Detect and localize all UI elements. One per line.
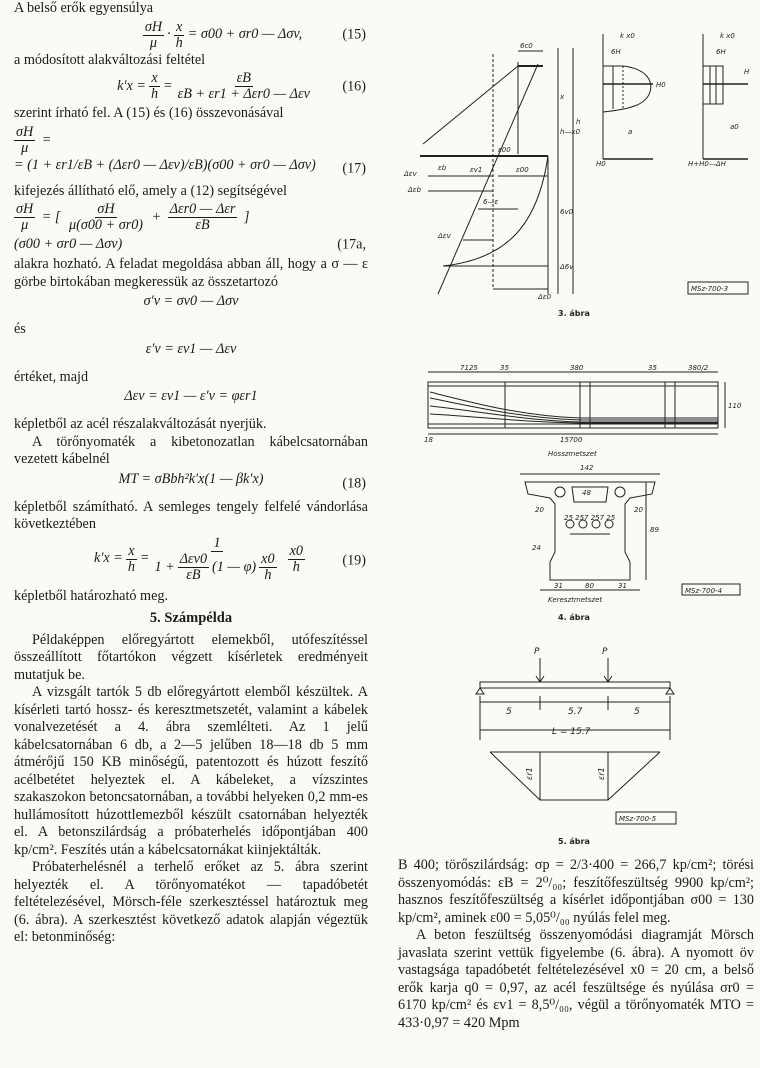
paragraph: kifejezés állítható elő, amely a (12) segítségével [14, 182, 287, 199]
eq-text: μ [21, 139, 29, 156]
fig-label: Δε0 [538, 293, 552, 301]
paragraph: képletből az acél részalakváltozását nyerjük. [14, 416, 267, 432]
paragraph: a módosított alakváltozási feltétel [14, 51, 206, 68]
eq-text: μ [21, 217, 29, 233]
paragraph: A beton feszültség összenyomódási diagramját Mörsch javaslata szerint vettük figyelembe (6. ábra). A nyomott öv vastagsága tapadóbetét feltételezésével x0 = 20 cm, a belső erők karja q0 = 0,97, az acél feszültsége és nyúlása σr0 = 6170 kp/cm² és εv1 = 8,5⁰/₀₀, végül a törőnyomaték MTO = 433·0,97 = 420 Mpm [398, 927, 754, 1031]
eq-text: x [176, 18, 183, 35]
fig-label: 18 [424, 436, 433, 444]
eq-text: σ′v = σv0 — Δσv [143, 293, 239, 309]
eq-text: x [151, 70, 158, 86]
fig-label: 20 [535, 506, 544, 514]
fig-title: Keresztmetszet [548, 596, 603, 604]
fig-label: H [744, 68, 750, 76]
fig-label: 6v0 [560, 208, 574, 216]
eq-text: x [128, 542, 135, 559]
eq-text: σH [97, 201, 115, 217]
eq-text: k′x = [117, 77, 146, 94]
fig-label: L = 15.7 [552, 727, 591, 737]
equation-17-lhs: $\frac{\sigma H}{\mu}$ = [16, 123, 52, 156]
fig-label: 5 [506, 707, 512, 717]
section-heading: 5. Számpélda [149, 610, 233, 626]
figure-5 [470, 640, 690, 850]
paragraph: B 400; törőszilárdság: σp = 2/3·400 = 266,7 kp/cm²; törési összenyomódás: εB = 2⁰/₀₀; feszítőfeszültség 9900 kp/cm²; hasznos feszítőfeszültség a kísérlet időpontjában σ00 = 130 kp/cm², aminek ε00 = 5,05⁰/₀₀ nyúlás felel meg. [398, 857, 754, 926]
fig-label: 7125 [460, 364, 478, 372]
eq-text: h [292, 558, 300, 575]
fig-label: 6—ε [483, 198, 499, 206]
equation-delta [14, 388, 368, 414]
eq-text: σH [16, 201, 34, 217]
equation-number: (19) [342, 551, 366, 568]
fig-label: 31 [618, 582, 627, 590]
fig-label: ε00 [516, 166, 529, 174]
equation-number: (18) [342, 474, 366, 491]
fig-label: 6H [716, 48, 726, 56]
eq-text: μ [149, 34, 158, 51]
fig-label: a0 [730, 123, 739, 131]
fig-label: k x0 [720, 32, 735, 40]
fig-label: 48 [582, 489, 591, 497]
eq-text: εB + εr1 + Δεr0 — Δεv [177, 86, 310, 102]
paragraph: képletből határozható meg. [14, 587, 169, 604]
equation-19: k′x = $\frac{x}{h}$ = 1 1 + $\frac{\text{Δεv0}}{\varepsilon B}$ (1 — φ) $\frac{x0}{h}$ $\frac{x0}{h}$ (19) [94, 534, 366, 583]
fig-label: 380 [570, 364, 584, 372]
fig-label: εv1 [470, 166, 483, 174]
paragraph: szerint írható fel. A (15) és (16) összevonásával [14, 105, 284, 121]
paragraph: A törőnyomaték a kibetonozatlan kábelcsatornában vezetett kábelnél [14, 433, 368, 467]
paragraph: értéket, majd [14, 368, 89, 385]
eq-text: ε′v = εv1 — Δεv [145, 340, 237, 357]
fig-label: Δ6v [560, 263, 574, 271]
figure-caption: 4. ábra [558, 613, 590, 622]
eq-text: = σ00 + σr0 — Δσv, [187, 26, 303, 43]
fig-label: H+H0—ΔH [688, 160, 726, 168]
eq-text: Δεv0 [179, 550, 208, 567]
figure-caption: 3. ábra [558, 309, 590, 318]
eq-text: h [175, 34, 183, 51]
eq-text: k′x = [94, 550, 123, 567]
paragraph: és [14, 321, 26, 337]
eq-text: h [127, 558, 135, 575]
right-column [398, 857, 754, 1032]
eq-text: 1 [213, 534, 221, 551]
fig-label: h—x0 [560, 128, 581, 136]
equation-number: (17) [342, 159, 366, 176]
equation-16: k′x = $\frac{x}{h}$ = $\frac{\varepsilon B}{\text{εB + εr1 + Δεr0 — Δεv}}$ (16) [117, 70, 366, 102]
equation-15: $\frac{\sigma H}{\mu}$ · $\frac{x}{h}$ = σ00 + σr0 — Δσv, (15) [144, 18, 366, 51]
fig-label: Δεv [438, 232, 451, 240]
figure-3 [398, 4, 760, 324]
eq-text: h [264, 566, 272, 583]
paragraph: Próbaterhelésnél a terhelő erőket az 5. ábra szerint helyezték el. A törőnyomatékot — tapadóbetét feltételezésével, Mörsch-féle szerkesztéssel határoztuk meg (6. ábra). A szerkesztést következő adatok alapján végeztük el: betonminőség: [14, 859, 368, 945]
fig-label: ε00 [498, 146, 511, 154]
fig-label: εb [438, 164, 447, 172]
equation-number: (16) [342, 78, 366, 95]
paragraph: Példaképpen előregyártott elemekből, utófeszítéssel összeállított főtartókon végzett kísérletek eredményeit mutatjuk be. [14, 631, 368, 683]
eq-text: 1 + [154, 558, 175, 575]
fig-label: 6c0 [520, 42, 533, 50]
fig-label: 35 [500, 364, 509, 372]
fig-label: 35 [648, 364, 657, 372]
load-label: P [602, 647, 608, 657]
equation-eps [14, 341, 368, 367]
fig-label: 142 [580, 464, 594, 472]
paragraph: képletből számítható. A semleges tengely felfelé vándorlása következtében [14, 498, 368, 532]
eq-text: = (1 + εr1/εB + (Δεr0 — Δεv)/εB)(σ00 + σr0 — Δσv) [14, 156, 316, 173]
equation-17 [14, 157, 368, 181]
eq-text: (σ00 + σr0 — Δσv) [14, 236, 123, 252]
fig-label: k x0 [620, 32, 635, 40]
paragraph: alakra hozható. A feladat megoldása abban áll, hogy a σ — ε görbe birtokában megkeressük az összetartozó [14, 256, 368, 290]
fig-label: 20 [634, 506, 643, 514]
fig-label: εr1 [525, 767, 534, 780]
fig-label: Δεb [408, 186, 422, 194]
fig-label: 380/2 [688, 364, 709, 372]
fig-label: 15700 [560, 436, 583, 444]
equation-17a: $\frac{\sigma H}{\mu}$ = [ $\frac{\sigma H}{\mu(\sigma 00 + \sigma r0)}$ + $\frac{\text{Δεr0 — Δεr}}{\varepsilon B}$ ] [16, 201, 250, 233]
equation-17a-tail [14, 236, 368, 254]
fig-label: Δεv [404, 170, 417, 178]
fig-label: a [628, 128, 633, 136]
eq-text: σH [16, 123, 34, 140]
eq-text: Δεv = εv1 — ε′v = φεr1 [124, 388, 258, 404]
equation-18 [14, 471, 368, 497]
fig-label: x [560, 93, 565, 101]
figure-stamp: MSz-700-3 [691, 285, 729, 293]
fig-label: 5 [634, 707, 640, 717]
fig-label: H0 [656, 81, 666, 89]
fig-title: Hosszmetszet [548, 450, 597, 458]
equation-sigma [14, 293, 368, 319]
eq-text: Δεr0 — Δεr [169, 201, 236, 217]
fig-label: 80 [585, 582, 594, 590]
eq-text: μ(σ00 + σr0) [69, 217, 144, 233]
eq-text: σH [144, 18, 163, 35]
eq-text: MT = σBbh²k′x(1 — βk′x) [118, 470, 264, 487]
eq-text: x0 [261, 550, 275, 567]
figure-stamp: MSz-700-5 [619, 815, 657, 823]
fig-label: 89 [650, 526, 659, 534]
fig-label: 5.7 [568, 707, 583, 717]
eq-text: εB [195, 217, 210, 233]
paragraph: A belső erők egyensúlya [14, 0, 154, 16]
eq-text: h [150, 86, 159, 102]
fig-label: H0 [596, 160, 606, 168]
equation-number: (15) [342, 25, 366, 42]
left-column [14, 0, 368, 947]
eq-text: εB [186, 566, 201, 583]
fig-label: 110 [728, 402, 742, 410]
eq-text: (1 — φ) [212, 558, 257, 575]
load-label: P [534, 647, 540, 657]
fig-label: εr1 [597, 767, 606, 780]
figure-stamp: MSz-700-4 [685, 587, 723, 595]
fig-label: 31 [554, 582, 563, 590]
figure-caption: 5. ábra [558, 837, 590, 846]
paragraph: A vizsgált tartók 5 db előregyártott elemből készültek. A kísérleti tartó hossz- és keresztmetszetét, valamint a kábelek vonalvezetését a 4. ábra szemlélteti. Az 1 jelű kábelcsatornában 6 db, a 2—5 jelűben 18—18 db 5 mm átmérőjű 150 KB minőségű, patentozott és húzott feszítő acélbetétet helyeztek el. A kábeleket, a vízszintes szakaszokon betoncsatornában, a további helyeken 0,2 mm-es hullámosított húzottlemezből készült csatornában helyezték el. A betonszilárdság a próbaterhelés időpontjában 400 kp/cm². Feszítés után a kábelcsatornákat kiinjektálták. [14, 684, 368, 858]
fig-label: 6H [611, 48, 621, 56]
figure-4 [420, 362, 750, 626]
fig-label: 25 257 257 25 [564, 514, 616, 522]
fig-label: h [576, 118, 581, 126]
eq-text: εB [236, 70, 251, 86]
equation-number: (17a, [337, 236, 366, 253]
fig-label: 24 [532, 544, 541, 552]
eq-text: x0 [289, 542, 303, 559]
